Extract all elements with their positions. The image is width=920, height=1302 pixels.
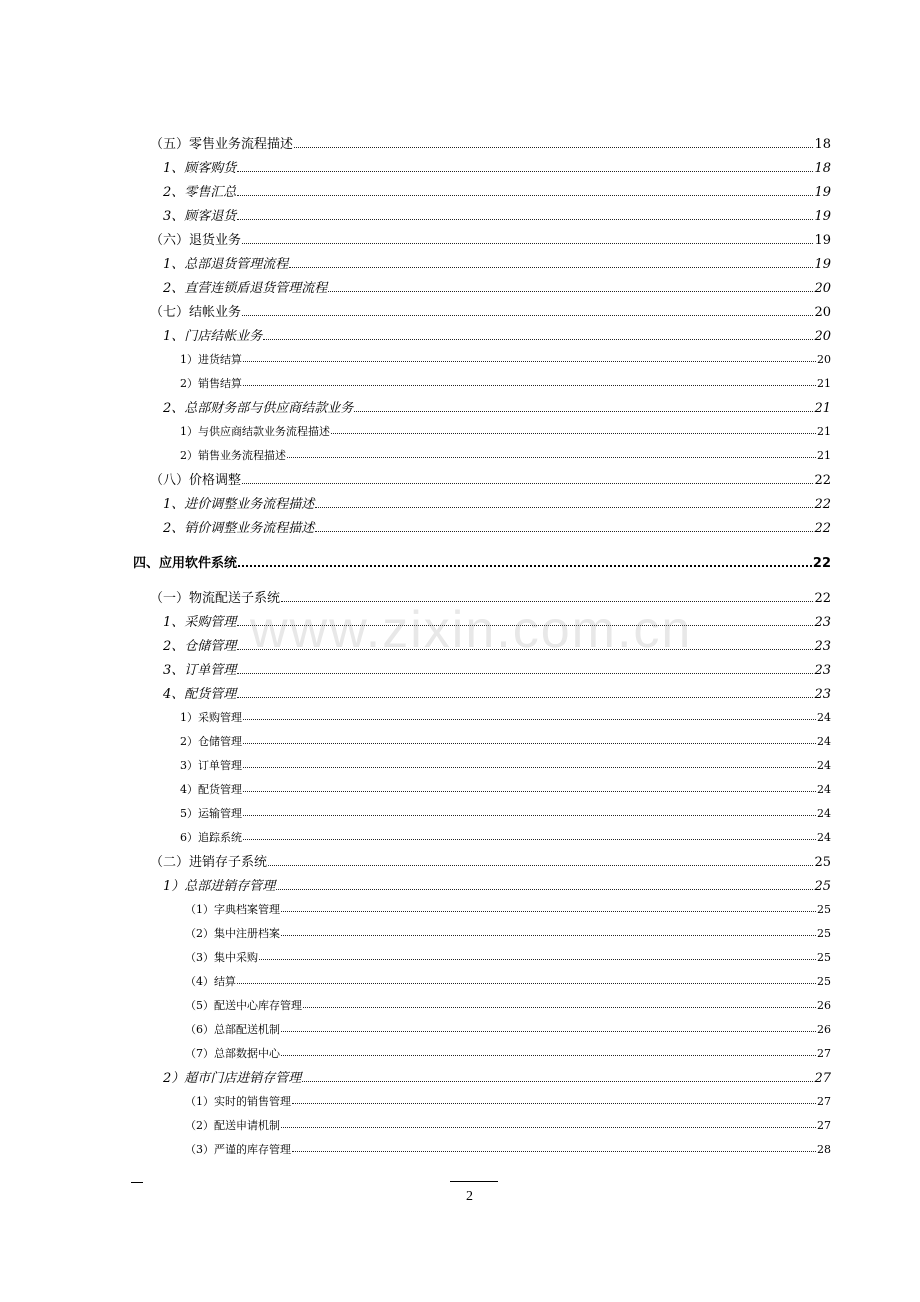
toc-entry[interactable] <box>180 450 831 461</box>
toc-entry[interactable] <box>163 258 831 271</box>
toc-leader-dots <box>242 243 813 244</box>
toc-leader-dots <box>302 1081 813 1082</box>
toc-entry[interactable] <box>163 640 831 653</box>
toc-entry[interactable] <box>180 378 831 389</box>
toc-entry-page: 18 <box>814 161 831 176</box>
toc-leader-dots <box>281 911 816 912</box>
toc-leader-dots <box>331 433 816 434</box>
toc-entry[interactable] <box>185 928 831 939</box>
toc-entry[interactable] <box>163 1072 831 1085</box>
toc-leader-dots <box>243 791 816 792</box>
toc-entry-title: 1）总部进销存管理 <box>163 879 276 894</box>
toc-entry-page: 20 <box>817 353 831 366</box>
toc-leader-dots <box>243 385 816 386</box>
toc-entry-page: 23 <box>814 663 831 678</box>
toc-entry-page: 24 <box>817 831 831 844</box>
toc-entry-title: 3、顾客退货 <box>163 209 237 224</box>
toc-leader-dots <box>289 267 813 268</box>
toc-entry-title: （1）实时的销售管理 <box>185 1095 291 1108</box>
toc-entry-title: 1、总部退货管理流程 <box>163 257 289 272</box>
toc-leader-dots <box>315 531 813 532</box>
toc-entry-page: 22 <box>812 556 831 571</box>
toc-entry[interactable] <box>185 1024 831 1035</box>
toc-leader-dots <box>292 1103 816 1104</box>
toc-leader-dots <box>237 673 813 674</box>
toc-entry[interactable] <box>150 306 831 319</box>
toc-entry-title: 1）与供应商结款业务流程描述 <box>180 425 330 438</box>
toc-leader-dots <box>237 983 816 984</box>
toc-leader-dots <box>242 483 813 484</box>
toc-entry-page: 19 <box>814 257 831 272</box>
toc-entry-title: 3）订单管理 <box>180 759 242 772</box>
toc-entry-page: 26 <box>817 999 831 1012</box>
toc-entry[interactable] <box>163 880 831 893</box>
toc-entry[interactable] <box>163 210 831 223</box>
toc-entry[interactable] <box>180 712 831 723</box>
toc-entry-page: 19 <box>814 233 831 248</box>
toc-entry[interactable] <box>150 474 831 487</box>
toc-entry-title: 1）采购管理 <box>180 711 242 724</box>
toc-entry[interactable] <box>180 736 831 747</box>
toc-entry-page: 21 <box>817 377 831 390</box>
toc-entry-title: （2）集中注册档案 <box>185 927 280 940</box>
toc-entry-page: 25 <box>817 903 831 916</box>
toc-entry[interactable] <box>163 402 831 415</box>
toc-entry[interactable] <box>163 330 831 343</box>
footer-left-rule <box>131 1182 143 1183</box>
toc-entry-title: 2）超市门店进销存管理 <box>163 1071 302 1086</box>
toc-entry-page: 20 <box>814 305 831 320</box>
footer-center-rule <box>450 1181 498 1182</box>
toc-entry-title: 2、直营连锁盾退货管理流程 <box>163 281 328 296</box>
toc-entry-page: 24 <box>817 711 831 724</box>
toc-leader-dots <box>281 1031 816 1032</box>
toc-entry-title: 2）销售业务流程描述 <box>180 449 286 462</box>
toc-entry-page: 23 <box>814 615 831 630</box>
toc-entry-title: （3）集中采购 <box>185 951 258 964</box>
toc-leader-dots <box>315 507 813 508</box>
toc-leader-dots <box>281 1127 816 1128</box>
toc-entry-title: 2）仓储管理 <box>180 735 242 748</box>
toc-entry[interactable] <box>185 1048 831 1059</box>
toc-entry[interactable] <box>163 186 831 199</box>
toc-entry[interactable] <box>185 976 831 987</box>
toc-entry-title: （八）价格调整 <box>150 473 242 488</box>
toc-entry[interactable] <box>180 426 831 437</box>
toc-entry-title: （五）零售业务流程描述 <box>150 137 294 152</box>
toc-entry-title: 1、进价调整业务流程描述 <box>163 497 315 512</box>
toc-leader-dots <box>259 959 816 960</box>
toc-entry-page: 21 <box>814 401 831 416</box>
toc-entry-title: 3、订单管理 <box>163 663 237 678</box>
toc-entry-page: 21 <box>817 425 831 438</box>
toc-entry-title: （6）总部配送机制 <box>185 1023 280 1036</box>
toc-entry-page: 25 <box>817 975 831 988</box>
toc-entry-title: 2、总部财务部与供应商结款业务 <box>163 401 354 416</box>
toc-entry-page: 28 <box>817 1143 831 1156</box>
toc-leader-dots <box>268 865 813 866</box>
toc-entry-page: 23 <box>814 639 831 654</box>
toc-entry-title: 4、配货管理 <box>163 687 237 702</box>
toc-entry[interactable] <box>180 354 831 365</box>
toc-entry-page: 20 <box>814 281 831 296</box>
toc-entry-page: 26 <box>817 1023 831 1036</box>
toc-entry-page: 19 <box>814 209 831 224</box>
toc-entry-page: 18 <box>814 137 831 152</box>
toc-entry-title: 1、门店结帐业务 <box>163 329 263 344</box>
toc-entry[interactable] <box>180 808 831 819</box>
toc-entry-page: 24 <box>817 735 831 748</box>
toc-entry[interactable] <box>185 1000 831 1011</box>
toc-leader-dots <box>281 601 813 602</box>
toc-leader-dots <box>237 219 813 220</box>
toc-entry[interactable] <box>150 138 831 151</box>
toc-leader-dots <box>294 147 813 148</box>
toc-leader-dots <box>287 457 816 458</box>
toc-entry-page: 25 <box>817 927 831 940</box>
toc-entry-page: 25 <box>817 951 831 964</box>
toc-leader-dots <box>354 411 813 412</box>
toc-entry[interactable] <box>180 784 831 795</box>
toc-entry-page: 24 <box>817 759 831 772</box>
toc-entry-page: 23 <box>814 687 831 702</box>
toc-entry[interactable] <box>163 664 831 677</box>
toc-entry-title: （七）结帐业务 <box>150 305 242 320</box>
toc-entry-page: 22 <box>814 497 831 512</box>
toc-leader-dots <box>243 743 816 744</box>
toc-leader-dots <box>243 719 816 720</box>
toc-entry[interactable] <box>185 904 831 915</box>
toc-entry-page: 25 <box>814 855 831 870</box>
toc-leader-dots <box>276 889 813 890</box>
toc-entry-title: 6）追踪系统 <box>180 831 242 844</box>
toc-entry[interactable] <box>150 234 831 247</box>
toc-entry-page: 24 <box>817 807 831 820</box>
toc-entry[interactable] <box>150 856 831 869</box>
toc-entry-title: （2）配送申请机制 <box>185 1119 280 1132</box>
toc-entry-title: 1、顾客购货 <box>163 161 237 176</box>
toc-entry-page: 22 <box>814 473 831 488</box>
toc-entry-title: 四、应用软件系统 <box>133 556 238 571</box>
toc-entry-title: 5）运输管理 <box>180 807 242 820</box>
toc-entry-title: 4）配货管理 <box>180 783 242 796</box>
toc-leader-dots <box>328 291 813 292</box>
toc-entry-page: 20 <box>814 329 831 344</box>
toc-entry-page: 27 <box>817 1047 831 1060</box>
toc-entry-page: 22 <box>814 521 831 536</box>
toc-entry-title: （1）字典档案管理 <box>185 903 280 916</box>
toc-leader-dots <box>303 1007 816 1008</box>
toc-entry[interactable] <box>185 1144 831 1155</box>
toc-entry[interactable] <box>163 162 831 175</box>
toc-entry[interactable] <box>180 760 831 771</box>
toc-entry-title: 2、零售汇总 <box>163 185 237 200</box>
toc-entry-page: 27 <box>817 1119 831 1132</box>
watermark: www.zixin.com.cn <box>250 601 693 659</box>
toc-entry[interactable] <box>150 592 831 605</box>
toc-entry-page: 27 <box>817 1095 831 1108</box>
toc-entry[interactable] <box>185 1096 831 1107</box>
toc-entry-title: （二）进销存子系统 <box>150 855 268 870</box>
toc-leader-dots <box>237 195 813 196</box>
toc-entry[interactable] <box>163 616 831 629</box>
toc-entry-page: 27 <box>814 1071 831 1086</box>
toc-entry-title: （六）退货业务 <box>150 233 242 248</box>
toc-leader-dots <box>238 565 812 567</box>
toc-entry-title: 2）销售结算 <box>180 377 242 390</box>
toc-leader-dots <box>263 339 813 340</box>
toc-leader-dots <box>237 697 813 698</box>
toc-entry[interactable] <box>163 688 831 701</box>
toc-leader-dots <box>243 767 816 768</box>
toc-entry-page: 25 <box>814 879 831 894</box>
toc-leader-dots <box>237 649 813 650</box>
toc-entry-page: 19 <box>814 185 831 200</box>
toc-leader-dots <box>243 815 816 816</box>
toc-entry-title: （7）总部数据中心 <box>185 1047 280 1060</box>
toc-leader-dots <box>237 171 813 172</box>
toc-entry-title: （3）严谨的库存管理 <box>185 1143 291 1156</box>
toc-entry[interactable] <box>163 522 831 535</box>
toc-entry[interactable] <box>180 832 831 843</box>
toc-entry[interactable] <box>163 498 831 511</box>
toc-entry-title: 1）进货结算 <box>180 353 242 366</box>
toc-entry[interactable] <box>185 952 831 963</box>
toc-leader-dots <box>243 839 816 840</box>
toc-entry-title: 1、采购管理 <box>163 615 237 630</box>
page-number: 2 <box>466 1189 473 1204</box>
toc-leader-dots <box>242 315 813 316</box>
toc-entry[interactable] <box>133 557 831 570</box>
toc-entry-page: 24 <box>817 783 831 796</box>
toc-entry-title: （一）物流配送子系统 <box>150 591 281 606</box>
toc-entry-title: （5）配送中心库存管理 <box>185 999 302 1012</box>
toc-leader-dots <box>237 625 813 626</box>
toc-entry-page: 21 <box>817 449 831 462</box>
toc-leader-dots <box>243 361 816 362</box>
toc-entry[interactable] <box>163 282 831 295</box>
toc-leader-dots <box>281 935 816 936</box>
toc-entry-title: 2、销价调整业务流程描述 <box>163 521 315 536</box>
toc-leader-dots <box>281 1055 816 1056</box>
toc-leader-dots <box>292 1151 816 1152</box>
toc-entry[interactable] <box>185 1120 831 1131</box>
toc-entry-title: 2、仓储管理 <box>163 639 237 654</box>
toc-entry-title: （4）结算 <box>185 975 236 988</box>
toc-entry-page: 22 <box>814 591 831 606</box>
